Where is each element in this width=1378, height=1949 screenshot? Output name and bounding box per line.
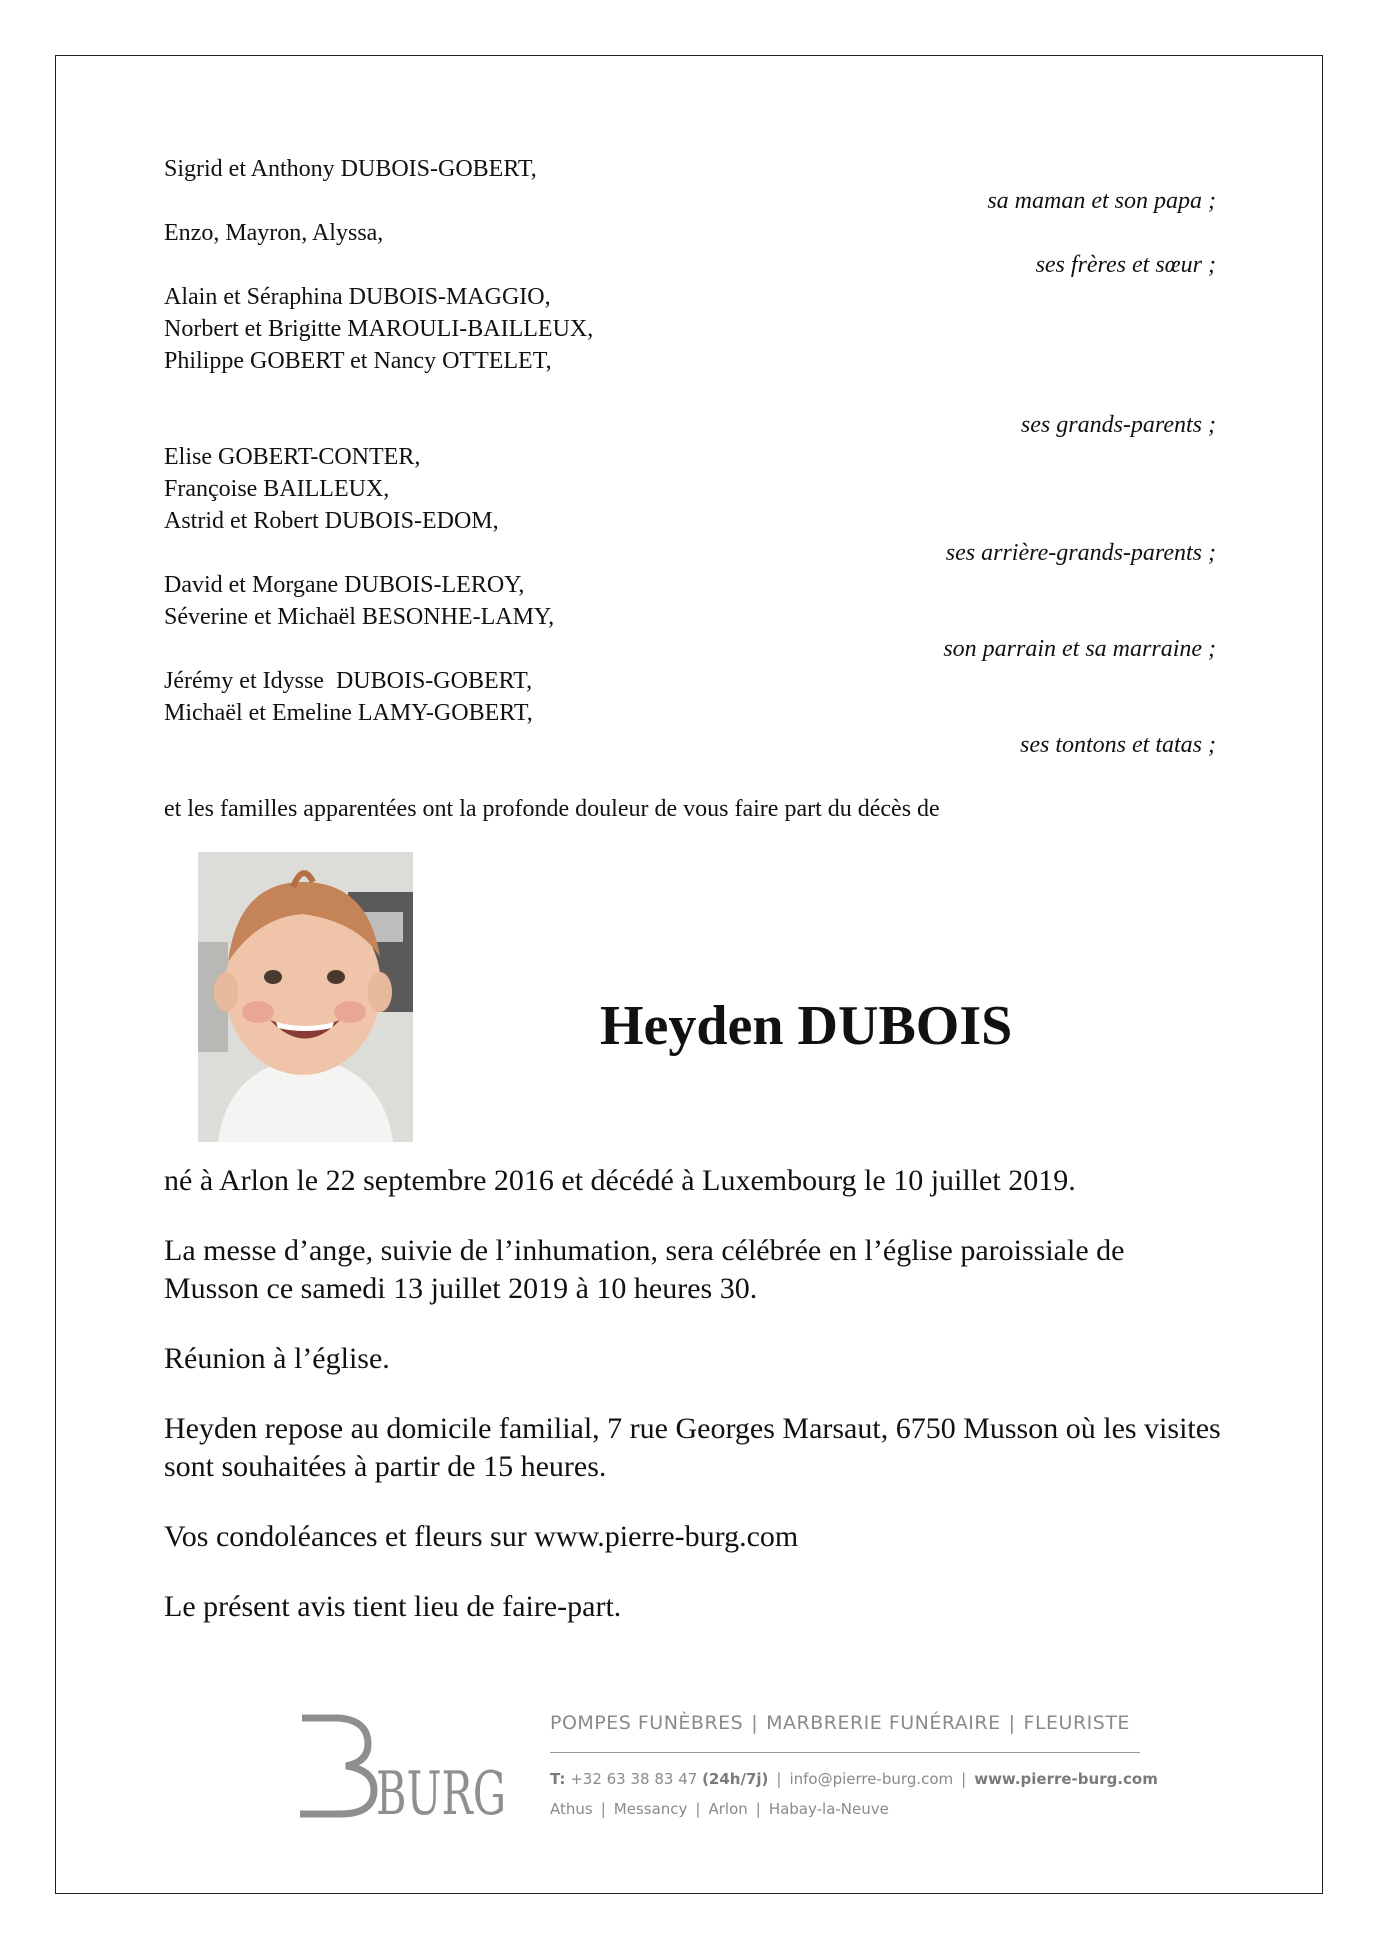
service-label: MARBRERIE FUNÉRAIRE: [766, 1712, 1001, 1734]
logo-text: BURG: [376, 1759, 506, 1820]
meeting-text: Réunion à l’église.: [164, 1342, 390, 1375]
deceased-name: Heyden DUBOIS: [600, 995, 1013, 1057]
email-link[interactable]: info@pierre-burg.com: [789, 1770, 954, 1788]
service-label: POMPES FUNÈBRES: [550, 1712, 744, 1734]
family-great-grandparent: Elise GOBERT-CONTER,: [164, 444, 421, 470]
relation-parents: sa maman et son papa ;: [987, 188, 1216, 214]
location-label: Messancy: [613, 1800, 688, 1818]
phone-number: +32 63 38 83 47: [570, 1770, 698, 1788]
mass-text: La messe d’ange, suivie de l’inhumation, sera célébrée en l’église paroissiale de Musson ce samedi 13 juillet 2019 à 10 heures 30.: [164, 1234, 1125, 1305]
family-parents: Sigrid et Anthony DUBOIS-GOBERT,: [164, 156, 537, 182]
family-grandparent: Alain et Séraphina DUBOIS-MAGGIO,: [164, 284, 551, 310]
footer-contact: T: +32 63 38 83 47 (24h/7j) | info@pierre-burg.com | www.pierre-burg.com: [550, 1770, 1158, 1788]
announcement-text: et les familles apparentées ont la profonde douleur de vous faire part du décès de: [164, 796, 940, 822]
birth-death-text: né à Arlon le 22 septembre 2016 et décédé à Luxembourg le 10 juillet 2019.: [164, 1164, 1076, 1197]
footer-services: POMPES FUNÈBRES | MARBRERIE FUNÉRAIRE | FLEURISTE: [550, 1712, 1130, 1734]
phone-hours: (24h/7j): [702, 1770, 769, 1788]
footer-divider: [550, 1752, 1140, 1753]
family-uncle: Michaël et Emeline LAMY-GOBERT,: [164, 700, 533, 726]
rest-text: Heyden repose au domicile familial, 7 rue Georges Marsaut, 6750 Musson où les visites sont souhaitées à partir de 15 heures.: [164, 1412, 1221, 1483]
family-godparent: David et Morgane DUBOIS-LEROY,: [164, 572, 525, 598]
relation-great-grandparents: ses arrière-grands-parents ;: [945, 540, 1216, 566]
deceased-photo: [198, 852, 413, 1142]
family-great-grandparent: Astrid et Robert DUBOIS-EDOM,: [164, 508, 499, 534]
relation-siblings: ses frères et sœur ;: [1035, 252, 1216, 278]
location-label: Habay-la-Neuve: [768, 1800, 889, 1818]
location-label: Arlon: [708, 1800, 748, 1818]
burg-logo: [290, 1700, 510, 1820]
family-grandparent: Norbert et Brigitte MAROULI-BAILLEUX,: [164, 316, 594, 342]
service-label: FLEURISTE: [1023, 1712, 1130, 1734]
relation-uncles: ses tontons et tatas ;: [1020, 732, 1216, 758]
family-uncle: Jérémy et Idysse DUBOIS-GOBERT,: [164, 668, 533, 694]
phone-label: T:: [550, 1770, 566, 1788]
family-grandparent: Philippe GOBERT et Nancy OTTELET,: [164, 348, 552, 374]
family-great-grandparent: Françoise BAILLEUX,: [164, 476, 390, 502]
family-godparent: Séverine et Michaël BESONHE-LAMY,: [164, 604, 555, 630]
relation-godparents: son parrain et sa marraine ;: [943, 636, 1216, 662]
family-siblings: Enzo, Mayron, Alyssa,: [164, 220, 384, 246]
notice-text: Le présent avis tient lieu de faire-part.: [164, 1590, 622, 1623]
footer-locations: Athus | Messancy | Arlon | Habay-la-Neuve: [550, 1800, 889, 1818]
condolences-text: Vos condoléances et fleurs sur www.pierre-burg.com: [164, 1520, 799, 1553]
location-label: Athus: [550, 1800, 593, 1818]
relation-grandparents: ses grands-parents ;: [1020, 412, 1216, 438]
website-link[interactable]: www.pierre-burg.com: [974, 1770, 1158, 1788]
